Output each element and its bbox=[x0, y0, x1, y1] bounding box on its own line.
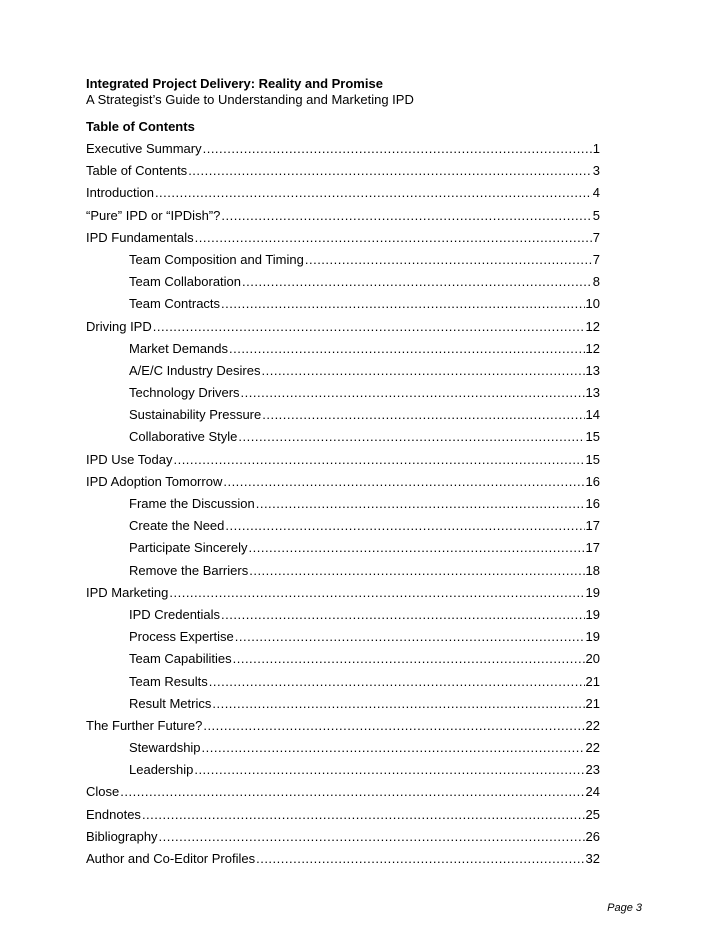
toc-entry-page-number: 32 bbox=[585, 851, 600, 866]
toc-dot-leader bbox=[229, 338, 585, 360]
toc-entry-page-number: 19 bbox=[585, 584, 600, 600]
toc-entry-page-number: 22 bbox=[585, 717, 600, 733]
toc-entry[interactable] bbox=[86, 826, 600, 848]
toc-entry-page-number: 8 bbox=[592, 274, 600, 290]
toc-dot-leader bbox=[120, 781, 584, 803]
toc-dot-leader bbox=[194, 759, 584, 781]
toc-dot-leader bbox=[235, 626, 585, 648]
toc-dot-leader bbox=[142, 804, 585, 826]
toc-entry-page-number: 16 bbox=[585, 473, 600, 489]
toc-entry-label: Team Capabilities bbox=[129, 651, 232, 667]
toc-entry-label: Team Collaboration bbox=[129, 274, 242, 290]
toc-entry-page-number: 22 bbox=[585, 740, 600, 756]
toc-entry-page-number: 14 bbox=[585, 407, 600, 423]
document-subtitle: A Strategist’s Guide to Understanding and Marketing IPD bbox=[86, 92, 414, 107]
toc-entry-page-number: 3 bbox=[592, 163, 600, 179]
toc-dot-leader bbox=[203, 715, 584, 737]
toc-entry-label: IPD Credentials bbox=[129, 606, 221, 622]
toc-entry-page-number: 24 bbox=[585, 784, 600, 800]
toc-entry-page-number: 13 bbox=[585, 362, 600, 378]
toc-dot-leader bbox=[225, 515, 584, 537]
toc-entry-page-number: 20 bbox=[585, 651, 600, 667]
toc-entry[interactable] bbox=[86, 471, 600, 493]
toc-entry[interactable] bbox=[86, 759, 600, 781]
toc-dot-leader bbox=[209, 671, 585, 693]
toc-entry[interactable] bbox=[86, 271, 600, 293]
toc-dot-leader bbox=[221, 205, 591, 227]
toc-dot-leader bbox=[249, 560, 584, 582]
toc-dot-leader bbox=[155, 182, 592, 204]
toc-entry[interactable] bbox=[86, 582, 600, 604]
toc-entry-page-number: 12 bbox=[585, 340, 600, 356]
toc-entry[interactable] bbox=[86, 426, 600, 448]
toc-dot-leader bbox=[159, 826, 585, 848]
toc-entry-page-number: 1 bbox=[592, 141, 600, 156]
toc-entry-page-number: 19 bbox=[585, 629, 600, 645]
toc-entry-page-number: 18 bbox=[585, 562, 600, 578]
toc-entry-label: Executive Summary bbox=[86, 141, 202, 156]
toc-dot-leader bbox=[221, 293, 584, 315]
toc-entry-label: Introduction bbox=[86, 185, 154, 201]
toc-entry[interactable] bbox=[86, 449, 600, 471]
toc-entry[interactable] bbox=[86, 382, 600, 404]
toc-entry-label: Sustainability Pressure bbox=[129, 407, 262, 423]
toc-entry-label: Collaborative Style bbox=[129, 429, 238, 445]
toc-entry-label: IPD Adoption Tomorrow bbox=[86, 473, 223, 489]
toc-dot-leader bbox=[223, 471, 584, 493]
toc-entry-label: Leadership bbox=[129, 762, 194, 778]
toc-dot-leader bbox=[233, 648, 585, 670]
toc-dot-leader bbox=[188, 160, 592, 182]
toc-entry[interactable] bbox=[86, 293, 600, 315]
toc-dot-leader bbox=[221, 604, 584, 626]
toc-entry[interactable] bbox=[86, 227, 600, 249]
toc-dot-leader bbox=[173, 449, 584, 471]
toc-entry[interactable] bbox=[86, 360, 600, 382]
toc-entry-label: IPD Use Today bbox=[86, 451, 173, 467]
toc-heading: Table of Contents bbox=[86, 119, 195, 134]
toc-entry[interactable] bbox=[86, 626, 600, 648]
toc-dot-leader bbox=[195, 227, 592, 249]
toc-dot-leader bbox=[242, 271, 592, 293]
toc-entry-label: IPD Marketing bbox=[86, 584, 169, 600]
toc-entry[interactable] bbox=[86, 693, 600, 715]
toc-entry-page-number: 25 bbox=[585, 806, 600, 822]
toc-entry-label: Close bbox=[86, 784, 120, 800]
document-title: Integrated Project Delivery: Reality and Promise bbox=[86, 76, 383, 91]
toc-dot-leader bbox=[249, 537, 585, 559]
toc-entry-page-number: 4 bbox=[592, 185, 600, 201]
toc-entry[interactable] bbox=[86, 205, 600, 227]
toc-entry-label: Driving IPD bbox=[86, 318, 152, 334]
toc-entry-label: Remove the Barriers bbox=[129, 562, 249, 578]
toc-entry-page-number: 7 bbox=[592, 251, 600, 267]
toc-entry-label: Technology Drivers bbox=[129, 385, 240, 401]
toc-entry-label: Team Results bbox=[129, 673, 208, 689]
toc-entry-label: Result Metrics bbox=[129, 695, 212, 711]
toc-entry-page-number: 7 bbox=[592, 229, 600, 245]
toc-entry[interactable] bbox=[86, 182, 600, 204]
toc-entry-page-number: 17 bbox=[585, 518, 600, 534]
toc-entry[interactable] bbox=[86, 493, 600, 515]
toc-entry-label: Team Contracts bbox=[129, 296, 221, 312]
toc-entry-page-number: 5 bbox=[592, 207, 600, 223]
toc-dot-leader bbox=[202, 737, 585, 759]
toc-dot-leader bbox=[212, 693, 584, 715]
toc-entry[interactable] bbox=[86, 604, 600, 626]
toc-entry-label: The Further Future? bbox=[86, 717, 203, 733]
toc-entry[interactable] bbox=[86, 715, 600, 737]
toc-entry-label: “Pure” IPD or “IPDish”? bbox=[86, 207, 221, 223]
toc-dot-leader bbox=[256, 493, 585, 515]
toc-entry[interactable] bbox=[86, 537, 600, 559]
toc-entry-label: Market Demands bbox=[129, 340, 228, 356]
toc-entry[interactable] bbox=[86, 404, 600, 426]
toc-entry[interactable] bbox=[86, 338, 600, 360]
toc-entry-page-number: 10 bbox=[585, 296, 600, 312]
toc-entry-label: Participate Sincerely bbox=[129, 540, 248, 556]
table-of-contents bbox=[86, 138, 600, 870]
toc-entry-page-number: 12 bbox=[585, 318, 600, 334]
toc-dot-leader bbox=[305, 249, 592, 271]
toc-entry-page-number: 15 bbox=[585, 429, 600, 445]
toc-entry[interactable] bbox=[86, 249, 600, 271]
toc-entry[interactable] bbox=[86, 515, 600, 537]
toc-entry-page-number: 16 bbox=[585, 496, 600, 511]
toc-entry[interactable] bbox=[86, 737, 600, 759]
toc-entry[interactable] bbox=[86, 560, 600, 582]
toc-dot-leader bbox=[238, 426, 584, 448]
toc-dot-leader bbox=[262, 360, 585, 382]
toc-entry-label: Author and Co-Editor Profiles bbox=[86, 851, 256, 866]
toc-entry[interactable] bbox=[86, 781, 600, 803]
toc-entry-page-number: 23 bbox=[585, 762, 600, 778]
toc-entry[interactable] bbox=[86, 804, 600, 826]
toc-entry-page-number: 13 bbox=[585, 385, 600, 401]
toc-entry-page-number: 26 bbox=[585, 828, 600, 844]
toc-entry-label: Frame the Discussion bbox=[129, 496, 255, 511]
toc-entry-label: Bibliography bbox=[86, 828, 158, 844]
toc-entry-label: Table of Contents bbox=[86, 163, 188, 179]
toc-entry-label: A/E/C Industry Desires bbox=[129, 362, 261, 378]
toc-dot-leader bbox=[256, 848, 584, 870]
toc-entry-page-number: 15 bbox=[585, 451, 600, 467]
toc-entry-label: IPD Fundamentals bbox=[86, 229, 194, 245]
toc-entry-label: Endnotes bbox=[86, 806, 141, 822]
toc-entry-page-number: 17 bbox=[585, 540, 600, 556]
toc-entry[interactable] bbox=[86, 671, 600, 693]
toc-entry-page-number: 21 bbox=[585, 695, 600, 711]
toc-entry[interactable] bbox=[86, 138, 600, 160]
toc-dot-leader bbox=[262, 404, 584, 426]
toc-entry[interactable] bbox=[86, 316, 600, 338]
toc-dot-leader bbox=[153, 316, 585, 338]
toc-entry[interactable] bbox=[86, 848, 600, 870]
toc-entry-label: Stewardship bbox=[129, 740, 201, 756]
page-number-footer: Page 3 bbox=[607, 902, 642, 914]
toc-entry-label: Team Composition and Timing bbox=[129, 251, 304, 267]
toc-entry[interactable] bbox=[86, 160, 600, 182]
toc-dot-leader bbox=[203, 138, 592, 160]
toc-entry[interactable] bbox=[86, 648, 600, 670]
toc-entry-label: Create the Need bbox=[129, 518, 225, 534]
toc-entry-page-number: 21 bbox=[585, 673, 600, 689]
toc-dot-leader bbox=[169, 582, 584, 604]
toc-entry-page-number: 19 bbox=[585, 606, 600, 622]
toc-entry-label: Process Expertise bbox=[129, 629, 234, 645]
toc-dot-leader bbox=[241, 382, 585, 404]
